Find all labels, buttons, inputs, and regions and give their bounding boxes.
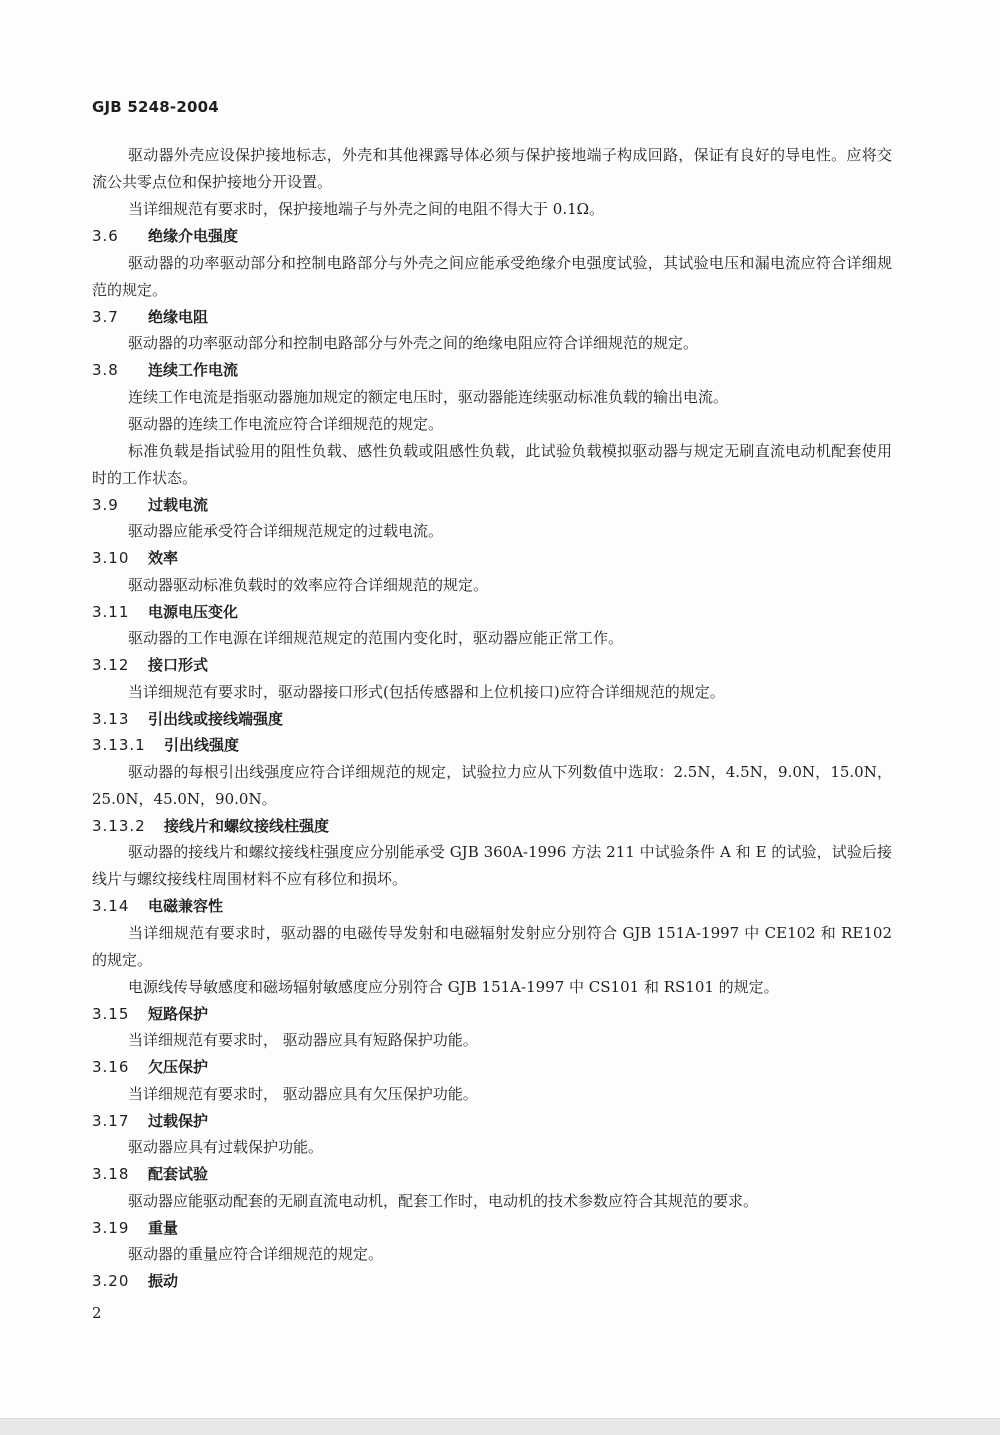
section-heading (92, 1108, 892, 1135)
section-number: 3.13.1 (92, 736, 146, 754)
subsection-heading (92, 813, 892, 840)
body-paragraph: 当详细规范有要求时，保护接地端子与外壳之间的电阻不得大于 0.1Ω。 (128, 200, 605, 218)
section-number: 3.9 (92, 495, 119, 514)
section-number: 3.8 (92, 361, 119, 379)
section-heading (92, 357, 892, 384)
body-paragraph: 驱动器应具有过载保护功能。 (128, 1138, 324, 1156)
section-number: 3.13.2 (92, 816, 146, 835)
section-number: 3.10 (92, 549, 130, 567)
section-title: 电源电压变化 (148, 602, 239, 621)
section-heading (92, 893, 892, 920)
body-paragraph: 当详细规范有要求时， 驱动器应具有短路保护功能。 (128, 1031, 478, 1049)
body-paragraph: 电源线传导敏感度和磁场辐射敏感度应分别符合 GJB 151A-1997 中 CS101 和 RS101 的规定。 (128, 977, 779, 996)
body-paragraph: 驱动器的每根引出线强度应符合详细规范的规定，试验拉力应从下列数值中选取：2.5N，4.5N，9.0N，15.0N，25.0N，45.0N，90.0N。 (92, 762, 892, 808)
section-title: 过载电流 (148, 495, 209, 514)
body-paragraph: 驱动器的功率驱动部分和控制电路部分与外壳之间的绝缘电阻应符合详细规范的规定。 (128, 334, 699, 352)
section-title: 重量 (148, 1218, 179, 1237)
section-title: 振动 (148, 1272, 179, 1290)
body-paragraph: 驱动器的重量应符合详细规范的规定。 (128, 1245, 384, 1263)
section-number: 3.17 (92, 1111, 130, 1130)
section-number: 3.7 (92, 307, 119, 326)
body-paragraph: 当详细规范有要求时，驱动器接口形式(包括传感器和上位机接口)应符合详细规范的规定。 (128, 682, 725, 701)
body-paragraph: 标准负载是指试验用的阻性负载、感性负载或阻感性负载，此试验负载模拟驱动器与规定无刷直流电动机配套使用时的工作状态。 (92, 441, 892, 487)
section-heading (92, 652, 892, 679)
subsection-heading (92, 732, 892, 759)
section-heading (92, 304, 892, 331)
section-title: 效率 (148, 549, 179, 567)
section-number: 3.12 (92, 656, 130, 674)
section-number: 3.18 (92, 1165, 130, 1183)
section-title: 绝缘电阻 (148, 307, 209, 326)
body-paragraph: 驱动器应能驱动配套的无刷直流电动机，配套工作时，电动机的技术参数应符合其规范的要求。 (128, 1191, 759, 1210)
section-number: 3.11 (92, 602, 130, 621)
section-number: 3.13 (92, 709, 130, 728)
section-title: 绝缘介电强度 (148, 227, 239, 245)
section-title: 过载保护 (148, 1111, 209, 1130)
section-heading (92, 1215, 892, 1242)
body-paragraph: 驱动器应能承受符合详细规范规定的过载电流。 (128, 522, 444, 540)
body-paragraph: 连续工作电流是指驱动器施加规定的额定电压时，驱动器能连续驱动标准负载的输出电流。 (128, 387, 729, 406)
section-number: 3.19 (92, 1218, 130, 1237)
section-number: 3.16 (92, 1058, 130, 1076)
section-number: 3.15 (92, 1004, 130, 1023)
section-heading (92, 1161, 892, 1188)
section-title: 接口形式 (148, 656, 209, 674)
section-title: 引出线或接线端强度 (148, 709, 284, 728)
section-heading (92, 1268, 892, 1295)
section-number: 3.6 (92, 227, 119, 245)
section-heading (92, 545, 892, 572)
body-paragraph: 驱动器的接线片和螺纹接线柱强度应分别能承受 GJB 360A-1996 方法 211 中试验条件 A 和 E 的试验，试验后接线片与螺纹接线柱周围材料不应有移位和损坏。 (92, 843, 892, 888)
body-paragraph: 驱动器的连续工作电流应符合详细规范的规定。 (128, 414, 444, 433)
section-title: 引出线强度 (164, 736, 240, 754)
section-heading (92, 706, 892, 733)
body-paragraph: 驱动器驱动标准负载时的效率应符合详细规范的规定。 (128, 575, 489, 594)
section-number: 3.20 (92, 1272, 130, 1290)
section-heading (92, 1054, 892, 1081)
document-body (92, 142, 892, 1295)
body-paragraph: 当详细规范有要求时， 驱动器应具有欠压保护功能。 (128, 1084, 478, 1103)
section-title: 欠压保护 (148, 1058, 209, 1076)
body-paragraph: 驱动器的功率驱动部分和控制电路部分与外壳之间应能承受绝缘介电强度试验，其试验电压和漏电流应符合详细规范的规定。 (92, 253, 892, 299)
section-title: 接线片和螺纹接线柱强度 (164, 816, 330, 835)
section-number: 3.14 (92, 897, 130, 915)
body-paragraph: 驱动器外壳应设保护接地标志，外壳和其他裸露导体必须与保护接地端子构成回路，保证有良好的导电性。应将交流公共零点位和保护接地分开设置。 (92, 146, 892, 191)
section-heading (92, 492, 892, 519)
section-title: 短路保护 (148, 1004, 209, 1023)
section-heading (92, 223, 892, 250)
section-title: 配套试验 (148, 1165, 209, 1183)
standard-number-header: GJB 5248-2004 (92, 98, 219, 116)
section-heading (92, 1001, 892, 1028)
section-title: 电磁兼容性 (148, 897, 224, 915)
body-paragraph: 驱动器的工作电源在详细规范规定的范围内变化时，驱动器应能正常工作。 (128, 629, 624, 647)
section-title: 连续工作电流 (148, 361, 239, 379)
section-heading (92, 599, 892, 626)
page-number: 2 (92, 1304, 102, 1322)
body-paragraph: 当详细规范有要求时，驱动器的电磁传导发射和电磁辐射发射应分别符合 GJB 151A-1997 中 CE102 和 RE102 的规定。 (92, 923, 892, 969)
viewer-bottom-bar (0, 1418, 1000, 1435)
